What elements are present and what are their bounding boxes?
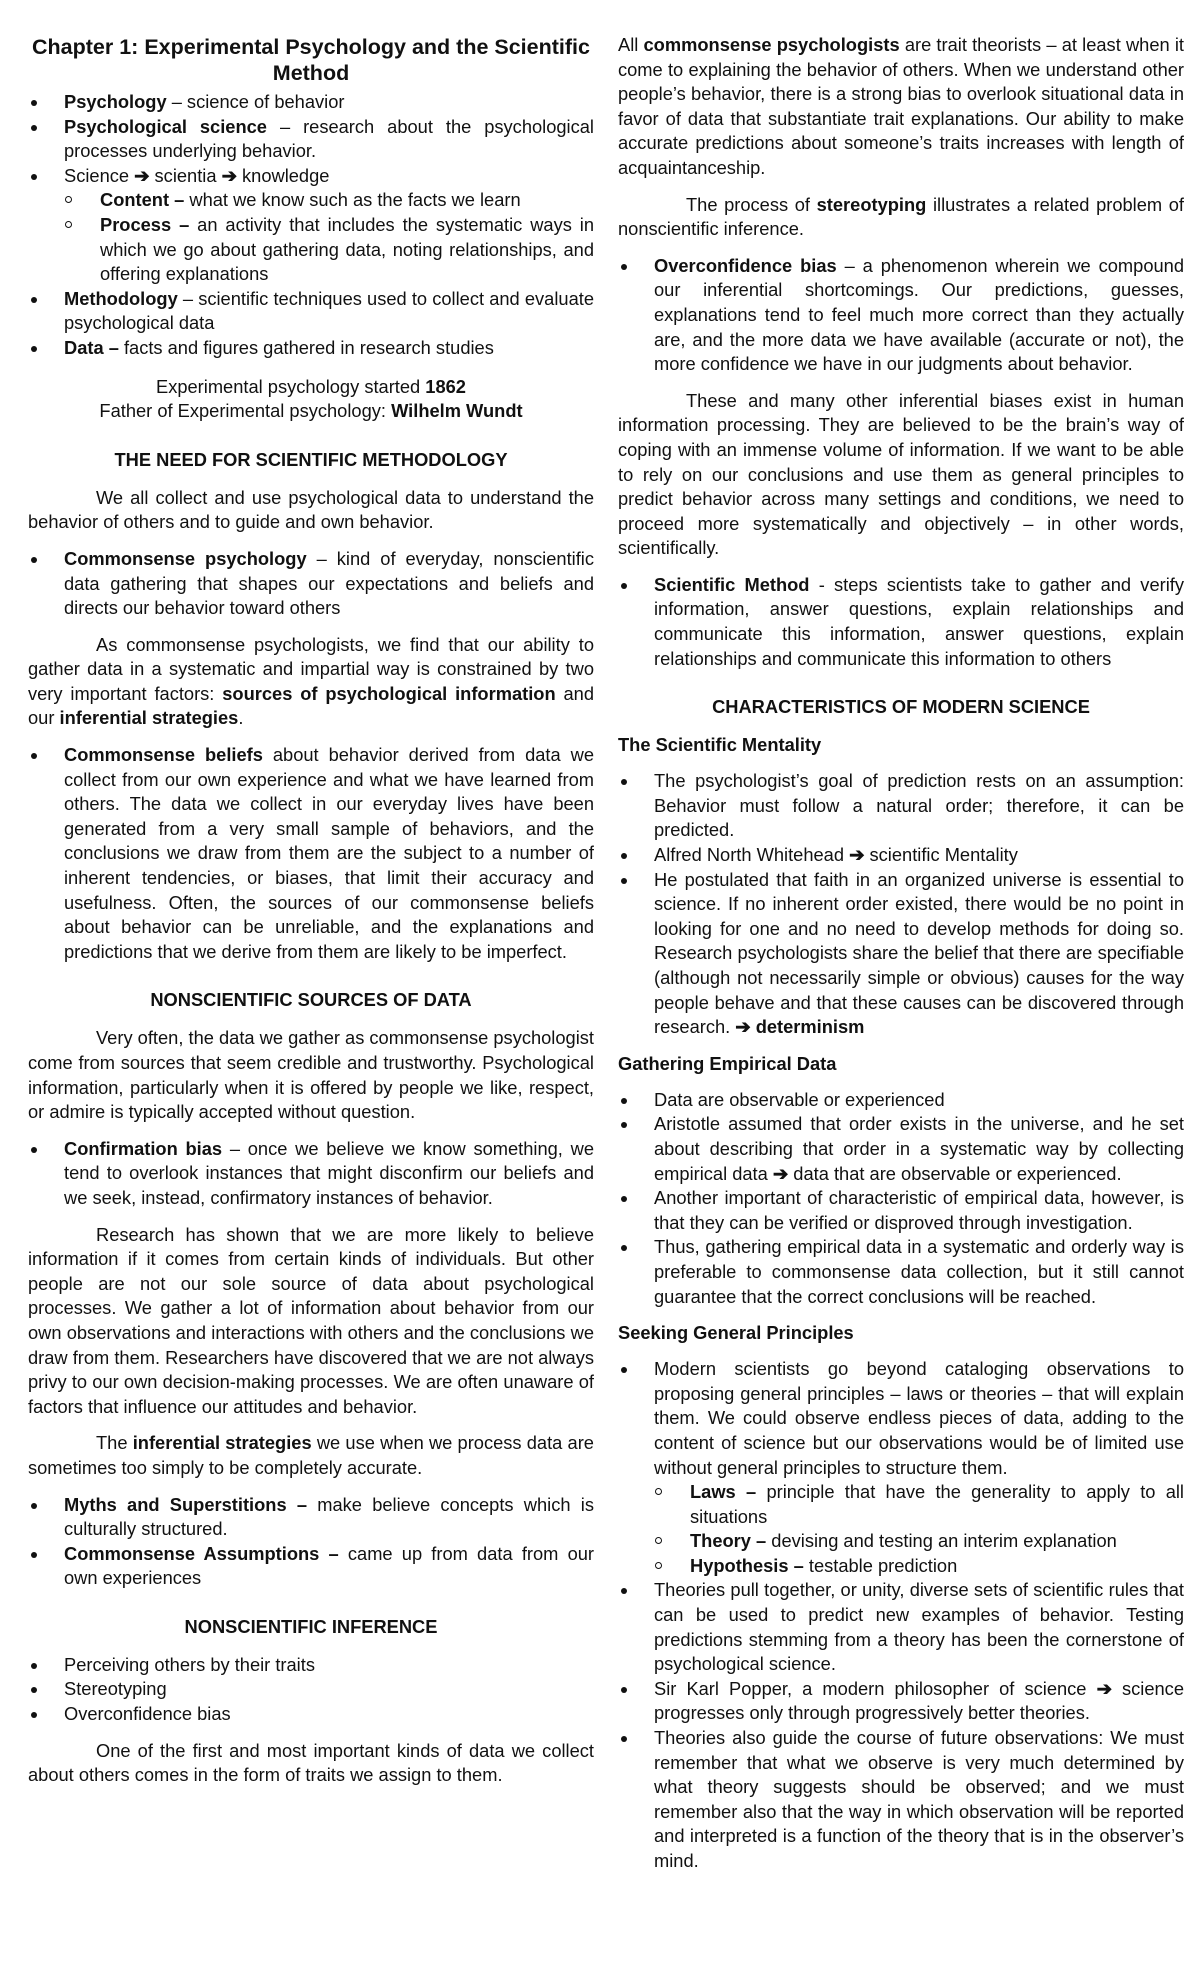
paragraph: One of the first and most important kinds of data we collect about others comes in the form of traits we assign to them. [28, 1739, 594, 1786]
list-item: Data are observable or experienced [618, 1088, 1184, 1113]
left-column [28, 34, 594, 1976]
paragraph: We all collect and use psychological data to understand the behavior of others and to guide and own behavior. [28, 486, 594, 533]
section-heading: CHARACTERISTICS OF MODERN SCIENCE [712, 696, 1090, 718]
paragraph: As commonsense psychologists, we find that our ability to gather data in a systematic and impartial way is constrained by two very important factors: sources of psychological information and our inferential strategies. [28, 633, 594, 729]
list-item: Thus, gathering empirical data in a systematic and orderly way is preferable to commonsense data collection, but it still cannot guarantee that the correct conclusions will be reached. [618, 1235, 1184, 1309]
list-item: Commonsense Assumptions – came up from data from our own experiences [28, 1542, 594, 1591]
arrow-right-icon: ➔ [1096, 1677, 1112, 1699]
section-heading: THE NEED FOR SCIENTIFIC METHODOLOGY [114, 448, 508, 470]
list-item: Content – what we know such as the facts we learn [64, 188, 594, 213]
list-item: Process – an activity that includes the systematic ways in which we go about gathering data, noting relationships, and offering explanations [64, 213, 594, 287]
list-item: Overconfidence bias [28, 1702, 594, 1727]
arrow-right-icon: ➔ [134, 164, 150, 186]
subsection-heading: The Scientific Mentality [618, 734, 822, 756]
bullet-list [28, 743, 594, 964]
arrow-right-icon: ➔ [221, 164, 237, 186]
list-item: Perceiving others by their traits [28, 1653, 594, 1678]
principles-sublist [654, 1480, 1184, 1578]
chapter-title: Chapter 1: Experimental Psychology and the Scientific Method [32, 35, 590, 85]
bullet-list [28, 1493, 594, 1591]
list-item: Sir Karl Popper, a modern philosopher of science ➔ science progresses only through progressively better theories. [618, 1677, 1184, 1726]
list-item: Data – facts and figures gathered in research studies [28, 336, 594, 361]
paragraph: Very often, the data we gather as commonsense psychologist come from sources that seem credible and trustworthy. Psychological information, particularly when it is offered by people we like, respect, or admire is typically accepted without question. [28, 1027, 594, 1123]
bullet-list [28, 1653, 594, 1727]
list-item: The psychologist’s goal of prediction rests on an assumption: Behavior must follow a natural order; therefore, it can be predicted. [618, 769, 1184, 843]
list-item: Commonsense psychology – kind of everyday, nonscientific data gathering that shapes our expectations and beliefs and directs our behavior toward others [28, 547, 594, 621]
intro-definitions [28, 90, 594, 361]
paragraph: Research has shown that we are more likely to believe information if it comes from certain kinds of individuals. But other people are not our sole source of data about psychological processes. We gather a lot of information about behavior from our own observations and interactions with others and the conclusions we draw from them. Researchers have discovered that we are not always privy to our own decision-making processes. We are often unaware of factors that influence our attitudes and behavior. [28, 1223, 594, 1417]
bullet-list [618, 254, 1184, 377]
bullet-list [618, 769, 1184, 1040]
list-item: Psychological science – research about the psychological processes underlying behavior. [28, 115, 594, 164]
bullet-list [618, 1357, 1184, 1873]
paragraph: All commonsense psychologists are trait theorists – at least when it come to explaining the behavior of others. When we understand other people’s behavior, there is a strong bias to overlook situational data in favor of data that substantiate trait explanations. Our ability to make accurate predictions about someone’s traits increases with length of acquaintanceship. [618, 34, 1184, 178]
bullet-list [28, 547, 594, 621]
science-sublist [64, 188, 594, 286]
list-item: He postulated that faith in an organized universe is essential to science. If no inherent order existed, there would be no point in looking for one and no need to develop methods for doing so. Research psychologists share the belief that there are specifiable (although not necessarily simple or obvious) causes for the way people behave and that these causes can be discovered through research. ➔ determinism [618, 868, 1184, 1040]
list-item: Scientific Method - steps scientists take to gather and verify information, answer questions, explain relationships and communicate this information, answer questions, explain relationships and communicate this information to others [618, 573, 1184, 671]
list-item: Confirmation bias – once we believe we know something, we tend to overlook instances that might disconfirm our beliefs and we seek, instead, confirmatory instances of behavior. [28, 1137, 594, 1211]
list-item: Overconfidence bias – a phenomenon wherein we compound our inferential shortcomings. Our predictions, guesses, explanations tend to feel much more correct than they actually are, and the more data we have available (accurate or not), the more confidence we have in our judgments about behavior. [618, 254, 1184, 377]
list-item: Alfred North Whitehead ➔ scientific Mentality [618, 843, 1184, 868]
list-item: Theories pull together, or unity, diverse sets of scientific rules that can be used to predict new examples of behavior. Testing predictions stemming from a theory has been the cornerstone of psychological science. [618, 1578, 1184, 1676]
right-column [618, 33, 1184, 1976]
subsection-heading: Gathering Empirical Data [618, 1052, 837, 1074]
section-heading: NONSCIENTIFIC SOURCES OF DATA [150, 989, 472, 1011]
paragraph: The process of stereotyping illustrates a related problem of nonscientific inference. [618, 193, 1185, 240]
list-item: Theory – devising and testing an interim explanation [654, 1529, 1184, 1554]
subsection-heading: Seeking General Principles [618, 1322, 854, 1344]
list-item: Laws – principle that have the generality to apply to all situations [654, 1480, 1184, 1529]
bullet-list [618, 573, 1184, 671]
bullet-list [28, 1137, 594, 1211]
arrow-right-icon: ➔ [735, 1016, 751, 1038]
list-item: Myths and Superstitions – make believe concepts which is culturally structured. [28, 1493, 594, 1542]
list-item: Stereotyping [28, 1677, 594, 1702]
list-item: Modern scientists go beyond cataloging observations to proposing general principles – laws or theories – that will explain them. We could observe endless pieces of data, adding to the content of science but our observations would be of limited use without general principles to structure them. Laws – principle that have the generality to apply to all situations Theory – devising and testing an interim explanation Hypothesis – testable prediction [618, 1357, 1184, 1578]
list-item: Hypothesis – testable prediction [654, 1554, 1184, 1579]
list-item: Methodology – scientific techniques used to collect and evaluate psychological data [28, 287, 594, 336]
history-note: Experimental psychology started 1862 Father of Experimental psychology: Wilhelm Wundt [99, 375, 523, 422]
list-item: Aristotle assumed that order exists in the universe, and he set about describing that order in a systematic way by collecting empirical data ➔ data that are observable or experienced. [618, 1112, 1184, 1186]
list-item: Science ➔ scientia ➔ knowledge Content – what we know such as the facts we learn Process – an activity that includes the systematic ways in which we go about gathering data, noting relationships, and offering explanations [28, 164, 594, 287]
list-item: Another important of characteristic of empirical data, however, is that they can be verified or disproved through investigation. [618, 1186, 1184, 1235]
list-item: Theories also guide the course of future observations: We must remember that what we observe is very much determined by what theory suggests should be observed; and we must remember also that the way in which observation will be reported and interpreted is a function of the theory that is in the observer’s mind. [618, 1726, 1184, 1874]
paragraph: These and many other inferential biases exist in human information processing. They are believed to be the brain’s way of coping with an immense volume of information. If we want to be able to rely on our conclusions and use them as general principles to predict behavior across many settings and conditions, we need to proceed more systematically and objectively – in other words, scientifically. [618, 389, 1184, 559]
paragraph: The inferential strategies we use when we process data are sometimes too simply to be completely accurate. [28, 1432, 594, 1478]
list-item: Commonsense beliefs about behavior derived from data we collect from our own experience and what we have learned from others. The data we collect in our everyday lives have been generated from a very small sample of behaviors, and the conclusions we draw from them are the subject to a number of inherent tendencies, or biases, that limit their accuracy and usefulness. Often, the sources of our commonsense beliefs about behavior can be unreliable, and the explanations and predictions that we derive from them are likely to be imperfect. [28, 743, 594, 964]
section-heading: NONSCIENTIFIC INFERENCE [184, 1615, 438, 1637]
list-item: Psychology – science of behavior [28, 90, 594, 115]
arrow-right-icon: ➔ [772, 1162, 789, 1184]
bullet-list [618, 1088, 1184, 1309]
arrow-right-icon: ➔ [849, 844, 865, 866]
